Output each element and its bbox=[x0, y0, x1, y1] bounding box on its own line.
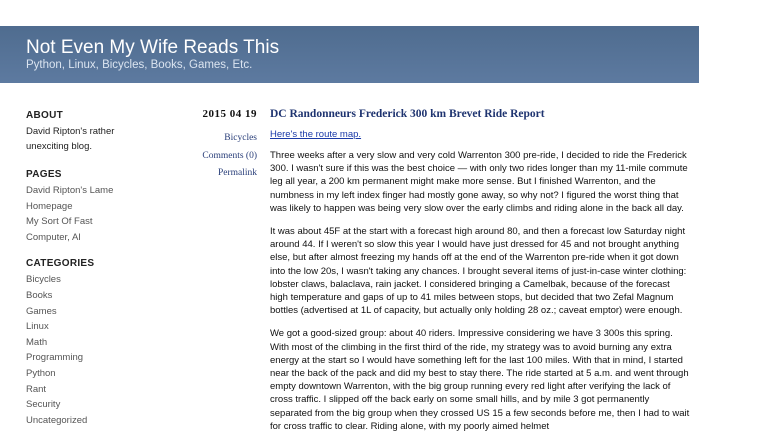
post-body bbox=[270, 108, 690, 443]
category-security[interactable]: Security bbox=[26, 399, 61, 411]
post-title[interactable]: DC Randonneurs Frederick 300 km Brevet Ride Report bbox=[270, 108, 545, 120]
post-date: 2015 04 19 bbox=[202, 108, 257, 120]
page-link-computer-ai[interactable]: My Sort Of Fast Computer, AI bbox=[26, 216, 93, 243]
site-title[interactable]: Not Even My Wife Reads This bbox=[26, 37, 280, 58]
category-python[interactable]: Python bbox=[26, 367, 56, 379]
post-permalink[interactable]: Permalink bbox=[217, 168, 257, 178]
category-rant[interactable]: Rant bbox=[26, 383, 47, 395]
pages-heading: PAGES bbox=[26, 169, 62, 180]
post-meta bbox=[190, 108, 257, 183]
post-category-link[interactable]: Bicycles bbox=[224, 133, 257, 143]
category-math[interactable]: Math bbox=[26, 336, 48, 348]
post-paragraph: Three weeks after a very slow and very cold Warrenton 300 pre-ride, I decided to ride the Frederick 300. I wasn't sure if this was the best choice — with only two rides longer than my 11-mile commute leg all year, a 200 km permanent might make more sense. But I finished Warrenton, and the numbness in my left index finger had mostly gone away, so why not? I figured the worst thing that was likely to happen was being very slow over the early climbs and riding alone in the back all day. bbox=[270, 150, 688, 214]
categories-heading: CATEGORIES bbox=[26, 258, 95, 270]
sidebar bbox=[26, 110, 186, 428]
category-books[interactable]: Books bbox=[26, 289, 53, 301]
post-paragraph: We got a good-sized group: about 40 riders. Impressive considering we have 3 300s this spring. With most of the climbing in the first third of the ride, my strategy was to avoid burning any extra energy at the start so I would have something left for the last 100 miles. With that in mind, I started near the back of the pack and did my best to stay there. The ride started at 5 a.m. and went through empty downtown Warrenton, with the big group running every red light after verifying the lack of cross traffic. I slipped off the back early on some small hills, and by mile 3 got permanently separated from the big group when they crossed US 15 a few seconds before me, then I had to wait for cross traffic to clear. Riding alone, with my poorly aimed helmet bbox=[270, 328, 690, 432]
about-text: David Ripton's rather unexciting blog. bbox=[26, 126, 115, 152]
category-games[interactable]: Games bbox=[26, 305, 57, 317]
category-programming[interactable]: Programming bbox=[26, 352, 84, 364]
category-bicycles[interactable]: Bicycles bbox=[26, 274, 61, 286]
route-map-link[interactable]: Here's the route map. bbox=[270, 129, 362, 140]
site-header bbox=[0, 26, 699, 83]
site-subtitle: Python, Linux, Bicycles, Books, Games, Etc. bbox=[26, 59, 253, 71]
category-uncategorized[interactable]: Uncategorized bbox=[26, 414, 88, 426]
post-comments-link[interactable]: Comments (0) bbox=[202, 150, 257, 161]
page-link-homepage[interactable]: David Ripton's Lame Homepage bbox=[26, 185, 114, 212]
about-heading: ABOUT bbox=[26, 110, 64, 121]
post-paragraph: It was about 45F at the start with a forecast high around 80, and then a forecast low Saturday night around 44. If I weren't so slow this year I would have just dressed for 45 and not brought anything else, but after almost freezing my hands off at the end of the Warrenton pre-ride when it got down into the low 20s, I wasn't taking any chances. I brought several items of just-in-case winter clothing: lobster claws, balaclava, rain jacket. I considered bringing a Camelbak, because of the forecast high temperature and gaps of up to 41 miles between stops, but decided that two Zefal Magnum bottles (advertised at 1L of capacity, but actually only holding 28 oz.; caveat emptor) were enough. bbox=[270, 226, 687, 317]
top-strip bbox=[0, 0, 777, 26]
category-linux[interactable]: Linux bbox=[26, 321, 49, 333]
